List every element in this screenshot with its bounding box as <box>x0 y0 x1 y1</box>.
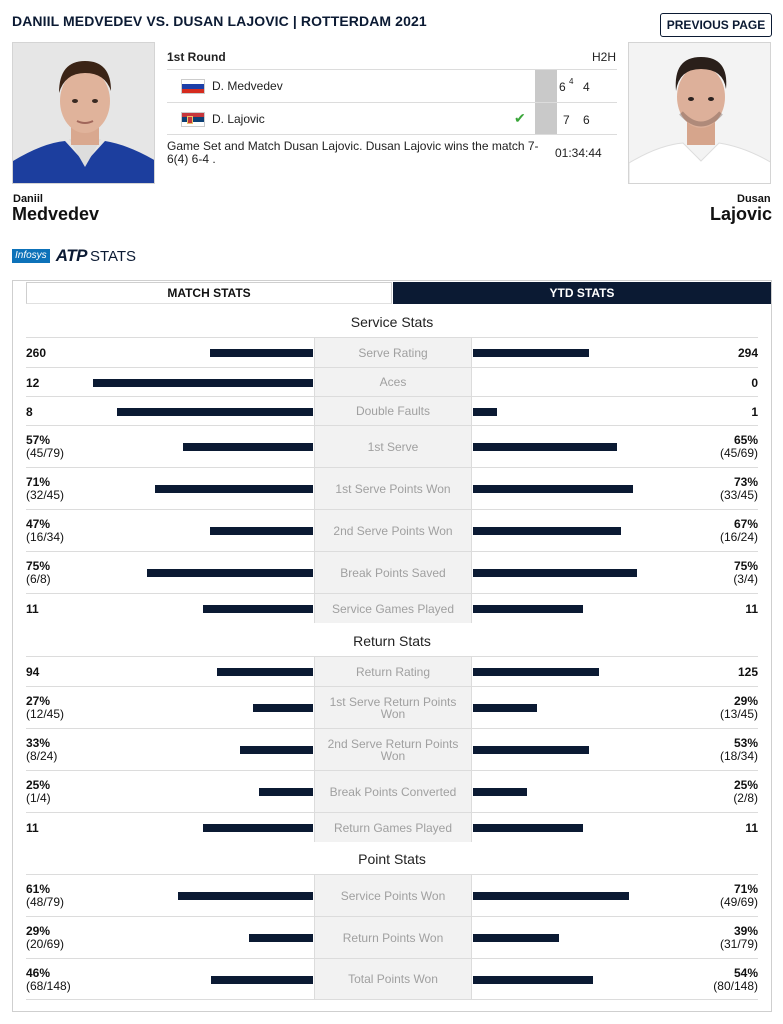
infosys-logo: Infosys <box>12 249 50 263</box>
stat-row <box>26 770 758 812</box>
stat-row <box>26 728 758 770</box>
page-title: DANIIL MEDVEDEV VS. DUSAN LAJOVIC | ROTTERDAM 2021 <box>12 13 427 29</box>
player-short-name: D. Lajovic <box>212 111 265 126</box>
score-row-medvedev <box>167 69 617 102</box>
right-stat-bar <box>473 934 559 942</box>
right-value: 11 <box>745 821 758 835</box>
stat-label: 1st Serve Return Points Won <box>314 687 472 728</box>
left-stat-bar <box>253 704 313 712</box>
right-stat-bar <box>473 527 621 535</box>
left-value: 260 <box>26 346 47 360</box>
left-subvalue: (48/79) <box>26 895 65 909</box>
stat-row <box>26 958 758 1000</box>
stat-label: Service Points Won <box>314 875 472 916</box>
stat-label: Aces <box>314 368 472 396</box>
right-stat-bar <box>473 605 583 613</box>
right-subvalue: (16/24) <box>719 530 758 544</box>
left-value: 47% <box>26 517 51 531</box>
left-value: 71% <box>26 475 51 489</box>
right-value: 25% <box>733 778 758 792</box>
serbia-flag-icon <box>181 112 205 127</box>
tab-ytd-stats[interactable]: YTD STATS <box>393 282 771 304</box>
right-value: 125 <box>737 665 758 679</box>
stat-row <box>26 686 758 728</box>
previous-page-button[interactable]: PREVIOUS PAGE <box>660 13 772 37</box>
score-highlight <box>535 70 557 102</box>
right-stat-bar <box>473 569 637 577</box>
right-value: 39% <box>733 924 758 938</box>
left-subvalue: (6/8) <box>26 572 51 586</box>
stat-label: Service Games Played <box>314 594 472 623</box>
right-subvalue: (2/8) <box>733 791 758 805</box>
stat-label: Break Points Saved <box>314 552 472 593</box>
left-subvalue: (45/79) <box>26 446 65 460</box>
right-stat-bar <box>473 349 589 357</box>
right-value: 29% <box>733 694 758 708</box>
right-stat-bar <box>473 746 589 754</box>
right-subvalue: (49/69) <box>719 895 758 909</box>
right-value: 67% <box>733 517 758 531</box>
right-value: 75% <box>733 559 758 573</box>
right-subvalue: (13/45) <box>719 707 758 721</box>
left-value: 25% <box>26 778 51 792</box>
stat-label: Return Points Won <box>314 917 472 958</box>
stat-row <box>26 467 758 509</box>
left-value: 46% <box>26 966 51 980</box>
right-value: 73% <box>733 475 758 489</box>
stat-row <box>26 656 758 686</box>
right-value: 54% <box>733 966 758 980</box>
left-stat-bar <box>211 976 313 984</box>
left-stat-bar <box>217 668 313 676</box>
player-short-name: D. Medvedev <box>212 79 283 93</box>
stat-row <box>26 916 758 958</box>
stat-label: Total Points Won <box>314 959 472 999</box>
stat-row <box>26 874 758 916</box>
stat-row <box>26 337 758 367</box>
right-stat-bar <box>473 485 633 493</box>
left-subvalue: (1/4) <box>26 791 51 805</box>
left-stat-bar <box>147 569 313 577</box>
match-duration: 01:34:44 <box>555 146 602 160</box>
player-last-name-right: Lajovic <box>710 204 773 224</box>
left-value: 11 <box>26 821 39 835</box>
round-label: 1st Round <box>167 50 226 64</box>
right-stat-bar <box>473 668 599 676</box>
right-subvalue: (33/45) <box>719 488 758 502</box>
left-value: 8 <box>26 405 33 419</box>
tab-match-stats[interactable]: MATCH STATS <box>26 282 392 304</box>
set-score: 6 <box>583 113 590 127</box>
infosys-atp-stats-logo <box>12 247 136 265</box>
left-stat-bar <box>178 892 313 900</box>
right-subvalue: (31/79) <box>719 937 758 951</box>
stat-label: Break Points Converted <box>314 771 472 812</box>
right-value: 11 <box>745 602 758 616</box>
stat-row <box>26 396 758 425</box>
tiebreak-score: 4 <box>569 77 574 86</box>
right-value: 65% <box>733 433 758 447</box>
atp-logo: ATP <box>55 246 87 265</box>
score-highlight <box>535 103 557 134</box>
stat-row <box>26 509 758 551</box>
stat-label: Double Faults <box>314 397 472 425</box>
left-subvalue: (16/34) <box>26 530 65 544</box>
left-value: 33% <box>26 736 51 750</box>
left-stat-bar <box>259 788 313 796</box>
match-result-text: Game Set and Match Dusan Lajovic. Dusan Lajovic wins the match 7-6(4) 6-4 . <box>167 139 539 166</box>
right-stat-bar <box>473 824 583 832</box>
stat-label: 1st Serve Points Won <box>314 468 472 509</box>
left-stat-bar <box>155 485 313 493</box>
player-photo-lajovic <box>628 42 771 184</box>
left-stat-bar <box>210 349 313 357</box>
stat-row <box>26 425 758 467</box>
right-subvalue: (45/69) <box>719 446 758 460</box>
left-subvalue: (20/69) <box>26 937 65 951</box>
set-score: 4 <box>583 80 590 94</box>
left-subvalue: (12/45) <box>26 707 65 721</box>
right-subvalue: (3/4) <box>733 572 758 586</box>
left-value: 57% <box>26 433 51 447</box>
right-value: 1 <box>751 405 758 419</box>
right-value: 71% <box>733 882 758 896</box>
right-value: 53% <box>733 736 758 750</box>
h2h-link[interactable]: H2H <box>592 50 617 64</box>
left-value: 12 <box>26 376 40 390</box>
left-value: 61% <box>26 882 51 896</box>
stats-wordmark: STATS <box>89 247 137 265</box>
left-value: 27% <box>26 694 51 708</box>
right-subvalue: (18/34) <box>719 749 758 763</box>
stat-row <box>26 551 758 593</box>
check-icon: ✔ <box>514 110 526 126</box>
stat-label: 2nd Serve Return Points Won <box>314 729 472 770</box>
section-title: Service Stats <box>350 314 434 330</box>
right-value: 294 <box>737 346 758 360</box>
stat-row <box>26 367 758 396</box>
left-subvalue: (32/45) <box>26 488 65 502</box>
left-value: 94 <box>26 665 40 679</box>
right-stat-bar <box>473 704 537 712</box>
player-first-name-right: Dusan <box>737 193 771 205</box>
right-subvalue: (80/148) <box>713 979 758 993</box>
right-stat-bar <box>473 408 497 416</box>
left-value: 75% <box>26 559 51 573</box>
right-stat-bar <box>473 892 629 900</box>
right-value: 0 <box>751 376 758 390</box>
player-last-name-left: Medvedev <box>12 204 100 224</box>
right-stat-bar <box>473 788 527 796</box>
right-stat-bar <box>473 443 617 451</box>
section-title: Return Stats <box>353 633 431 649</box>
player-first-name-left: Daniil <box>13 193 43 205</box>
left-value: 29% <box>26 924 51 938</box>
stat-label: Serve Rating <box>314 338 472 367</box>
russia-flag-icon <box>181 79 205 94</box>
section-title: Point Stats <box>358 851 426 867</box>
left-stat-bar <box>203 824 313 832</box>
left-stat-bar <box>203 605 313 613</box>
left-stat-bar <box>249 934 313 942</box>
stat-label: 1st Serve <box>314 426 472 467</box>
left-stat-bar <box>93 379 313 387</box>
left-stat-bar <box>210 527 313 535</box>
left-value: 11 <box>26 602 39 616</box>
left-stat-bar <box>183 443 313 451</box>
right-stat-bar <box>473 976 593 984</box>
left-subvalue: (8/24) <box>26 749 58 763</box>
stat-label: 2nd Serve Points Won <box>314 510 472 551</box>
score-row-lajovic <box>167 102 617 135</box>
stat-label: Return Rating <box>314 657 472 686</box>
set-score: 6 <box>559 80 566 94</box>
stat-row <box>26 812 758 842</box>
stats-panel <box>12 280 772 1012</box>
left-subvalue: (68/148) <box>26 979 71 993</box>
set-score: 7 <box>563 113 570 127</box>
stat-row <box>26 593 758 623</box>
left-stat-bar <box>240 746 313 754</box>
player-photo-medvedev <box>12 42 155 184</box>
left-stat-bar <box>117 408 313 416</box>
stat-label: Return Games Played <box>314 813 472 842</box>
